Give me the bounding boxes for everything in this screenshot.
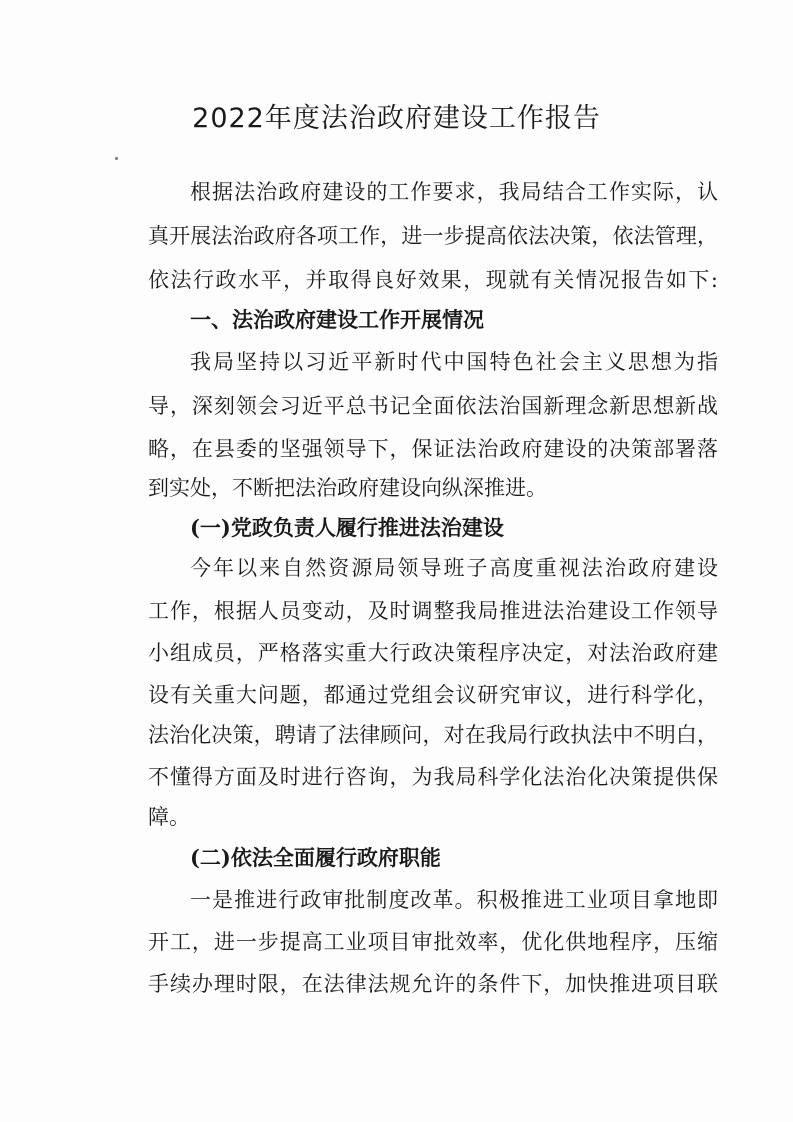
paragraph-line: 法治化决策，聘请了法律顾问，对在我局行政执法中不明白，	[148, 723, 718, 747]
scan-speck	[115, 157, 118, 160]
paragraph-line: 手续办理时限，在法律法规允许的条件下，加快推进项目联	[148, 972, 718, 996]
paragraph-line: 我局坚持以习近平新时代中国特色社会主义思想为指	[190, 350, 718, 374]
paragraph-line: 工作，根据人员变动，及时调整我局推进法治建设工作领导	[148, 599, 718, 623]
subsection-heading: (一)党政负责人履行推进法治建设	[190, 515, 504, 540]
paragraph-line: 到实处，不断把法治政府建设向纵深推进。	[148, 476, 547, 500]
paragraph-line: 设有关重大问题，都通过党组会议研究审议，进行科学化，	[148, 683, 718, 707]
document-title: 2022年度法治政府建设工作报告	[192, 103, 601, 134]
paragraph-line: 略，在县委的坚强领导下，保证法治政府建设的决策部署落	[148, 437, 718, 461]
paragraph-line: 一是推进行政审批制度改革。积极推进工业项目拿地即	[190, 888, 718, 912]
paragraph-line: 不懂得方面及时进行咨询，为我局科学化法治化决策提供保	[148, 765, 718, 789]
paragraph-line: 障。	[148, 805, 190, 829]
subsection-heading: (二)依法全面履行政府职能	[190, 845, 441, 870]
paragraph-line: 开工，进一步提高工业项目审批效率，优化供地程序，压缩	[148, 930, 718, 954]
paragraph-line: 真开展法治政府各项工作，进一步提高依法决策，依法管理，	[148, 224, 718, 248]
paragraph-line: 小组成员，严格落实重大行政决策程序决定，对法治政府建	[148, 641, 718, 665]
paragraph-line: 依法行政水平，并取得良好效果，现就有关情况报告如下:	[148, 268, 718, 292]
paragraph-line: 今年以来自然资源局领导班子高度重视法治政府建设	[190, 556, 718, 580]
section-heading: 一、法治政府建设工作开展情况	[190, 307, 484, 332]
paragraph-line: 导，深刻领会习近平总书记全面依法治国新理念新思想新战	[148, 394, 718, 418]
paragraph-line: 根据法治政府建设的工作要求，我局结合工作实际，认	[190, 180, 718, 204]
